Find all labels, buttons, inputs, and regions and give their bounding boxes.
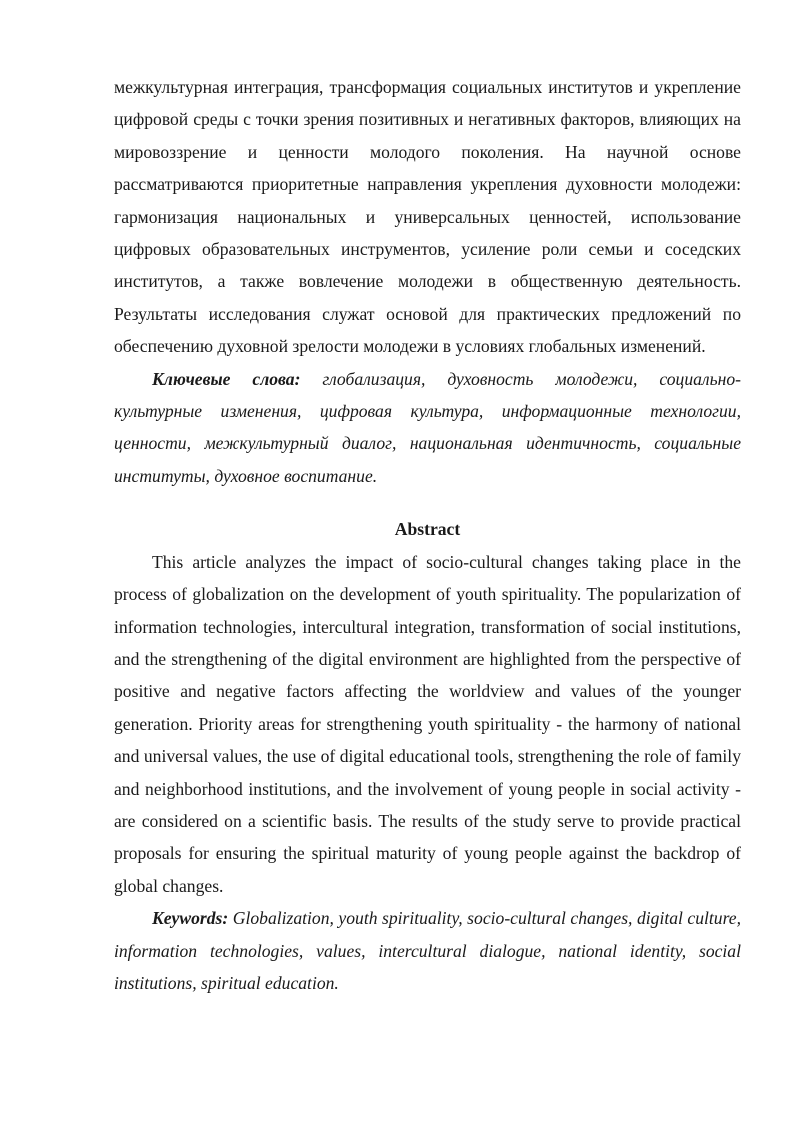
english-keywords (114, 902, 741, 999)
english-abstract-body: This article analyzes the impact of socio-cultural changes taking place in the process of globalization on the development of youth spirituality. The popularization of information technologies, intercultural integration, transformation of social institutions, and the strengthening of the digital environment are highlighted from the perspective of positive and negative factors affecting the worldview and values of the younger generation. Priority areas for strengthening youth spirituality - the harmony of national and universal values, the use of digital educational tools, strengthening the role of family and neighborhood institutions, and the involvement of young people in social activity - are considered on a scientific basis. The results of the study serve to provide practical proposals for ensuring the spiritual maturity of young people against the backdrop of global changes. (114, 551, 741, 896)
english-keywords-label: Keywords: (152, 908, 229, 929)
english-keywords-list: Globalization, youth spirituality, socio-cultural changes, digital culture, information technologies, values, intercultural dialogue, national identity, social institutions, spiritual education. (114, 908, 741, 993)
russian-keywords (114, 363, 741, 493)
russian-abstract-continuation: межкультурная интеграция, трансформация социальных институтов и укрепление цифровой среды с точки зрения позитивных и негативных факторов, влияющих на мировоззрение и ценности молодого поколения. На научной основе рассматриваются приоритетные направления укрепления духовности молодежи: гармонизация национальных и универсальных ценностей, использование цифровых образовательных инструментов, усиление роли семьи и соседских институтов, а также вовлечение молодежи в общественную деятельность. Результаты исследования служат основой для практических предложений по обеспечению духовной зрелости молодежи в условиях глобальных изменений. (114, 77, 741, 357)
abstract-heading: Abstract (394, 519, 461, 540)
russian-keywords-label: Ключевые слова: (152, 368, 301, 389)
russian-keywords-list: глобализация, духовность молодежи, социально-культурные изменения, цифровая культура, информационные технологии, ценности, межкультурный диалог, национальная идентичность, социальные институты, духовное воспитание. (114, 368, 741, 486)
document-page (114, 71, 741, 999)
